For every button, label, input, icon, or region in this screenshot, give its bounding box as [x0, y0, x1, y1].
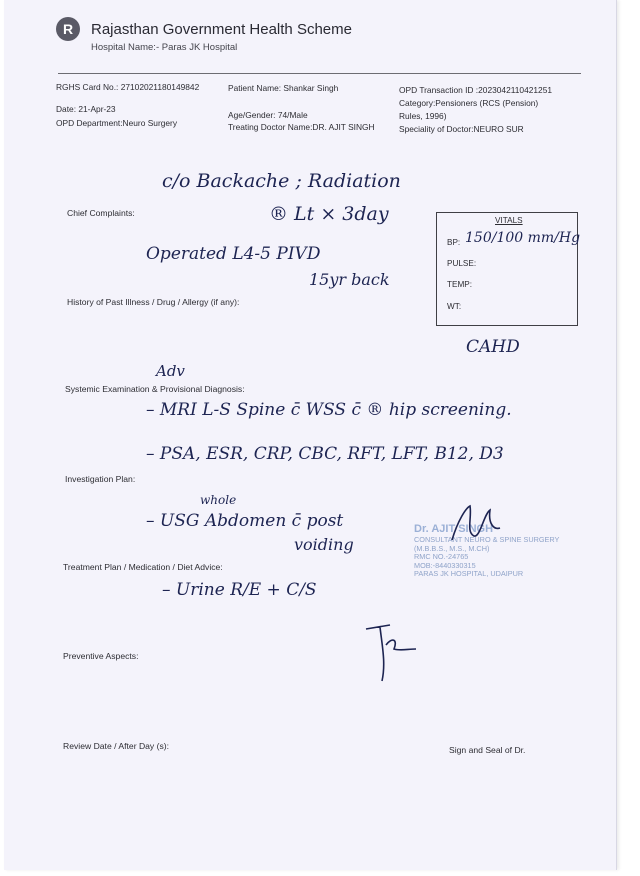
category: Category:Pensioners (RCS (Pension) [399, 98, 539, 108]
review-date-label: Review Date / After Day (s): [63, 741, 170, 751]
handwritten-complaint-1: c/o Backache ; Radiation [162, 170, 401, 192]
age-gender: Age/Gender: 74/Male [228, 110, 308, 120]
opd-transaction-id: OPD Transaction ID :2023042110421251 [399, 85, 553, 95]
handwritten-exam-1: – MRI L-S Spine c̄ WSS c̄ ® hip screening. [146, 400, 512, 420]
date: Date: 21-Apr-23 [56, 104, 116, 114]
doctor-signature-2 [360, 615, 420, 685]
rghs-card-number: RGHS Card No.: 27102021180149842 [56, 82, 200, 92]
bp-value: 150/100 mm/Hg [465, 230, 581, 246]
handwritten-investigation-2: voiding [294, 535, 354, 554]
doctor-speciality: Speciality of Doctor:NEURO SUR [399, 124, 524, 134]
handwritten-whole: whole [200, 493, 237, 507]
rghs-logo-icon: R [56, 17, 80, 41]
weight-label: WT: [447, 302, 462, 311]
vitals-box [436, 212, 581, 326]
handwritten-cahd: CAHD [466, 337, 520, 357]
category-rules: Rules, 1996) [399, 111, 447, 121]
handwritten-exam-2: – PSA, ESR, CRP, CBC, RFT, LFT, B12, D3 [146, 444, 504, 464]
stamp-line-3: RMC NO.-24765 [414, 552, 469, 561]
patient-name: Patient Name: Shankar Singh [228, 83, 339, 93]
scheme-title: Rajasthan Government Health Scheme [91, 21, 352, 38]
doctor-signature-1 [444, 500, 504, 550]
handwritten-treatment: – Urine R/E + C/S [162, 580, 317, 600]
preventive-aspects-label: Preventive Aspects: [63, 651, 139, 661]
systemic-exam-label: Systemic Examination & Provisional Diagnosis: [65, 384, 245, 394]
handwritten-history-1: Operated L4-5 PIVD [146, 244, 321, 264]
handwritten-investigation-1: – USG Abdomen c̄ post [146, 511, 344, 531]
bp-label: BP: [447, 238, 461, 247]
treating-doctor: Treating Doctor Name:DR. AJIT SINGH [228, 122, 375, 132]
stamp-line-2: (M.B.B.S., M.S., M.CH) [414, 543, 490, 553]
stamp-doctor-name: Dr. AJIT SINGH [414, 523, 494, 535]
stamp-line-5: PARAS JK HOSPITAL, UDAIPUR [414, 569, 524, 578]
pulse-label: PULSE: [447, 259, 477, 268]
handwritten-advice: Adv [156, 362, 185, 380]
prescription-sheet [4, 0, 617, 870]
history-label: History of Past Illness / Drug / Allergy (if any): [67, 297, 240, 307]
header-divider [58, 73, 581, 74]
stamp-line-4: MOB:-8440330315 [414, 560, 476, 570]
temp-label: TEMP: [447, 280, 473, 289]
investigation-plan-label: Investigation Plan: [65, 474, 136, 484]
sign-seal-label: Sign and Seal of Dr. [449, 745, 526, 755]
stamp-line-1: CONSULTANT NEURO & SPINE SURGERY [414, 535, 560, 544]
treatment-plan-label: Treatment Plan / Medication / Diet Advice: [63, 562, 223, 572]
handwritten-history-2: 15yr back [309, 270, 390, 289]
handwritten-complaint-2: ® Lt × 3day [269, 203, 389, 225]
chief-complaints-label: Chief Complaints: [67, 208, 135, 218]
vitals-title: VITALS [495, 216, 523, 225]
opd-department: OPD Department:Neuro Surgery [56, 118, 178, 128]
hospital-name: Hospital Name:- Paras JK Hospital [91, 42, 238, 53]
